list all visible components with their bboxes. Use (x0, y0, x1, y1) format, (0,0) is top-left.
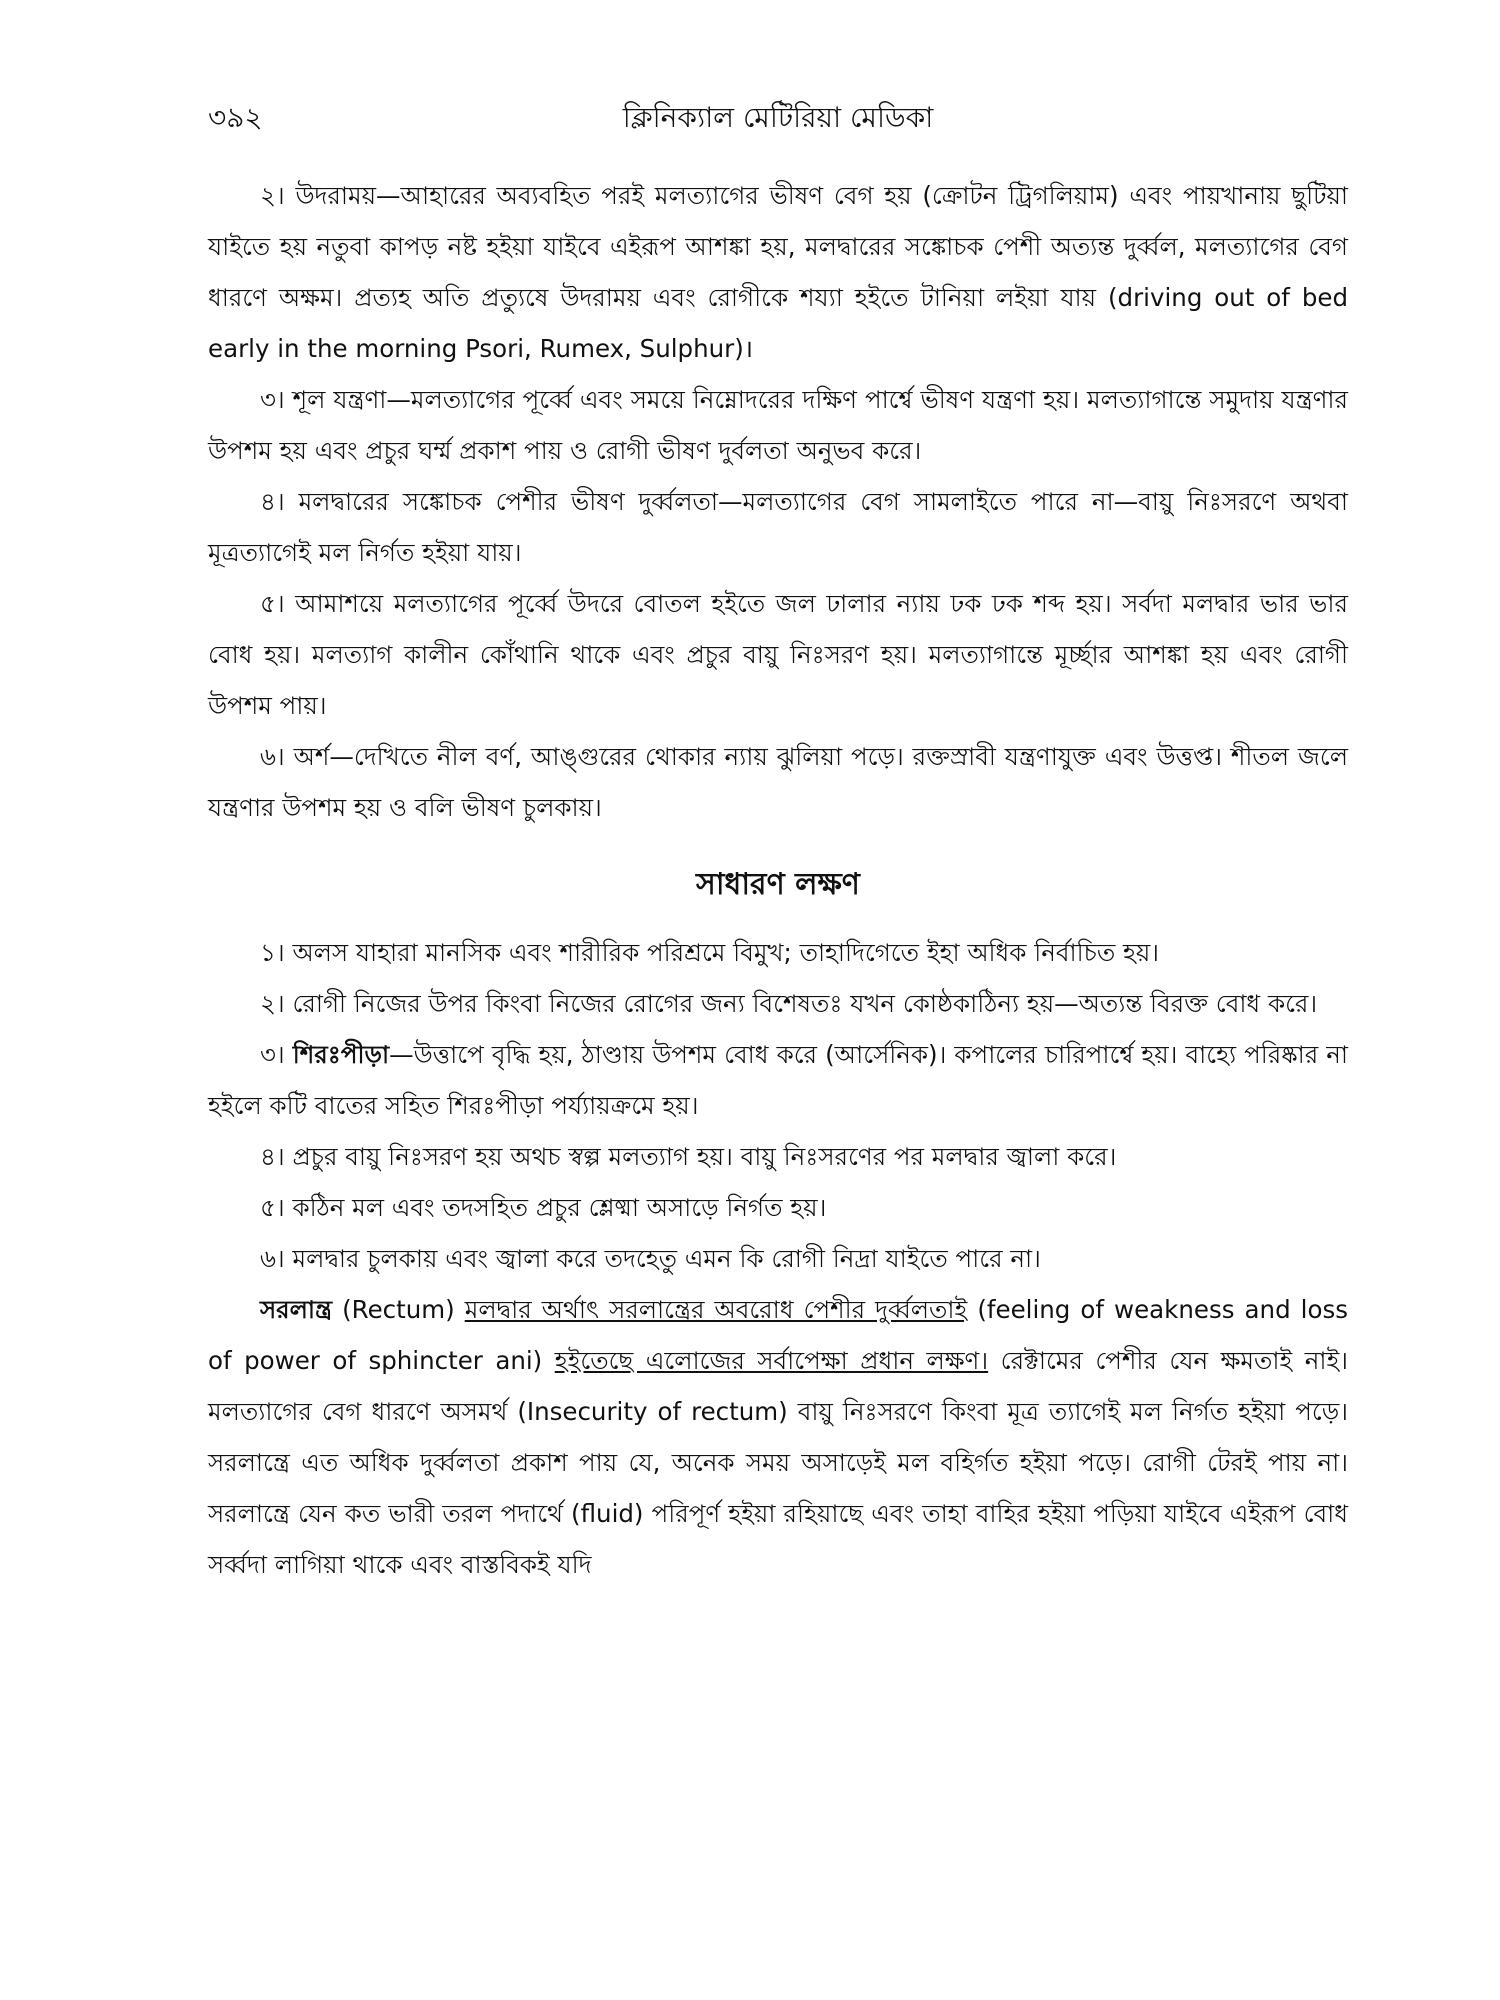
bold-term-headache: শিরঃপীড়া (292, 1040, 390, 1069)
page-number: ৩৯২ (208, 101, 263, 134)
paragraph-text: (Rectum) (332, 1295, 465, 1324)
paragraph-diarrhea: ২। উদরাময়—আহারের অব্যবহিত পরই মলত্যাগের ভীষণ বেগ হয় (ক্রোটন ট্রিগলিয়াম) এবং পায়খানায় ছুটিয়া যাইতে হয় নতুবা কাপড় নষ্ট হইয়া যাইবে এইরূপ আশঙ্কা হয়, মলদ্বারের সঙ্কোচক পেশী অত্যন্ত দুর্ব্বল, মলত্যাগের বেগ ধারণে অক্ষম। প্রত্যহ অতি প্রত্যুষে উদরাময় এবং রোগীকে শয্যা হইতে টানিয়া লইয়া যায় (driving out of bed early in the morning Psori, Rumex, Sulphur)। (208, 181, 1348, 363)
running-title: ক্লিনিক্যাল মেটিরিয়া মেডিকা (622, 101, 934, 134)
paragraph-sphincter: ৪। মলদ্বারের সঙ্কোচক পেশীর ভীষণ দুর্ব্বলতা—মলত্যাগের বেগ সামলাইতে পারে না—বায়ু নিঃসরণে অথবা মূত্রত্যাগেই মল নির্গত হইয়া যায়। (208, 487, 1348, 567)
paragraph-colic: ৩। শূল যন্ত্রণা—মলত্যাগের পূর্ব্বে এবং সময়ে নিম্নোদরের দক্ষিণ পার্শ্বে ভীষণ যন্ত্রণা হয়। মলত্যাগান্তে সমুদায় যন্ত্রণার উপশম হয় এবং প্রচুর ঘর্ম্ম প্রকাশ পায় ও রোগী ভীষণ দুর্বলতা অনুভব করে। (208, 385, 1348, 465)
paragraph-piles: ৬। অর্শ—দেখিতে নীল বর্ণ, আঙ্গুরের থোকার ন্যায় ঝুলিয়া পড়ে। রক্তস্রাবী যন্ত্রণাযুক্ত এবং উত্তপ্ত। শীতল জলে যন্ত্রণার উপশম হয় ও বলি ভীষণ চুলকায়। (208, 742, 1348, 822)
paragraph-general-3 (208, 1029, 1348, 1131)
list-number: ৩। (260, 1040, 285, 1069)
paragraph-general-5: ৫। কঠিন মল এবং তদসহিত প্রচুর শ্লেষ্মা অসাড়ে নির্গত হয়। (260, 1193, 827, 1222)
paragraph-general-6: ৬। মলদ্বার চুলকায় এবং জ্বালা করে তদহেতু এমন কি রোগী নিদ্রা যাইতে পারে না। (260, 1244, 1041, 1273)
paragraph-text: —উত্তাপে বৃদ্ধি হয়, ঠাণ্ডায় উপশম বোধ করে (আর্সেনিক)। কপালের চারিপার্শ্বে হয়। বাহ্যে পরিষ্কার না হইলে কটি বাতের সহিত শিরঃপীড়া পর্য্যায়ক্রমে হয়। (208, 1040, 1348, 1120)
page-header (208, 96, 1348, 144)
paragraph-text: রেক্টামের পেশীর যেন ক্ষমতাই নাই। মলত্যাগের বেগ ধারণে অসমর্থ (Insecurity of rectum) বায়ু নিঃসরণে কিংবা মূত্র ত্যাগেই মল নির্গত হইয়া পড়ে। সরলান্ত্রে এত অধিক দুর্ব্বলতা প্রকাশ পায় যে, অনেক সময় অসাড়েই মল বহির্গত হইয়া পড়ে। রোগী টেরই পায় না। সরলান্ত্রে যেন কত ভারী তরল পদার্থে (fluid) পরিপূর্ণ হইয়া রহিয়াছে এবং তাহা বাহির হইয়া পড়িয়া যাইবে এইরূপ বোধ সর্ব্বদা লাগিয়া থাকে এবং বাস্তবিকই যদি (208, 1346, 1348, 1579)
paragraph-dysentery: ৫। আমাশয়ে মলত্যাগের পূর্ব্বে উদরে বোতল হইতে জল ঢালার ন্যায় ঢক ঢক শব্দ হয়। সর্বদা মলদ্বার ভার ভার বোধ হয়। মলত্যাগ কালীন কোঁথানি থাকে এবং প্রচুর বায়ু নিঃসরণ হয়। মলত্যাগান্তে মূর্চ্ছার আশঙ্কা হয় এবং রোগী উপশম পায়। (208, 589, 1348, 720)
paragraph-general-1: ১। অলস যাহারা মানসিক এবং শারীরিক পরিশ্রমে বিমুখ; তাহাদিগেতে ইহা অধিক নির্বাচিত হয়। (260, 938, 1160, 967)
paragraph-text: (feeling of weakness and loss of power of sphincter ani) (208, 1295, 1348, 1375)
paragraph-general-2: ২। রোগী নিজের উপর কিংবা নিজের রোগের জন্য বিশেষতঃ যখন কোষ্ঠকাঠিন্য হয়—অত্যন্ত বিরক্ত বোধ করে। (260, 989, 1318, 1018)
body-text (208, 170, 1348, 1590)
paragraph-rectum (208, 1284, 1348, 1590)
bold-term-rectum: সরলান্ত্র (260, 1295, 333, 1324)
paragraph-general-4: ৪। প্রচুর বায়ু নিঃসরণ হয় অথচ স্বল্প মলত্যাগ হয়। বায়ু নিঃসরণের পর মলদ্বার জ্বালা করে। (260, 1142, 1117, 1171)
underlined-phrase: মলদ্বার অর্থাৎ সরলান্ত্রের অবরোধ পেশীর দুর্ব্বলতাই (464, 1295, 968, 1324)
section-heading-general-symptoms: সাধারণ লক্ষণ (696, 867, 860, 902)
underlined-phrase: হইতেছে এলোজের সর্বাপেক্ষা প্রধান লক্ষণ। (554, 1346, 989, 1375)
